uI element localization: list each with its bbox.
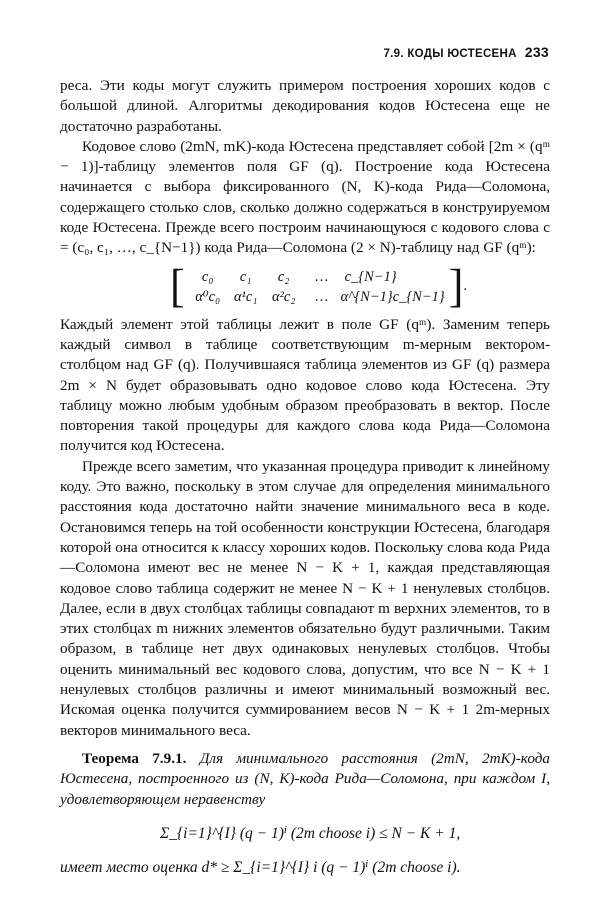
right-bracket: ] [448, 260, 464, 312]
theorem-conclusion: имеет место оценка d* ≥ Σ_{i=1}^{I} i (q − 1)ⁱ (2m choose i). [60, 858, 461, 876]
rs-matrix [60, 260, 550, 312]
matrix-cell: c₀ [201, 268, 214, 285]
matrix-cell: … [315, 268, 329, 285]
matrix-cell: c₂ [277, 268, 290, 285]
paragraph-2: Кодовое слово (2mN, mK)-кода Юстесена представляет собой [2m × (qᵐ − 1)]-таблицу элементов поля GF (q). Построение кода Юстесена начинается с выбора фиксированного (N, K)-кода Рида—Соломона, содержащего столько слов, сколько должно содержаться в конструируемом коде Юстесена. Прежде всего построим начинающуюся с кодового слова c = (c₀, c₁, …, c_{N−1}) кода Рида—Соломона (2 × N)-таблицу над GF (qᵐ): [60, 137, 550, 257]
matrix-cell: α²c₂ [271, 288, 296, 305]
matrix-cell: α¹c₁ [233, 288, 258, 305]
matrix-row-1 [189, 267, 445, 287]
left-bracket: [ [170, 260, 185, 312]
chapter-title: 7.9. КОДЫ ЮСТЕСЕНА [383, 48, 517, 60]
matrix-cell: … [315, 288, 329, 305]
matrix-cell: α^{N−1}c_{N−1} [340, 288, 445, 305]
matrix-rows [185, 267, 449, 307]
page-body [60, 76, 550, 880]
matrix-cell: c₁ [239, 268, 252, 285]
theorem-condition: Σ_{i=1}^{I} (q − 1)ⁱ (2m choose i) ≤ N − K + 1, [160, 824, 461, 842]
theorem-label: Теорема 7.9.1. [82, 749, 187, 767]
page-number: 233 [524, 44, 549, 60]
theorem-block [60, 749, 550, 880]
matrix-cell: α⁰c₀ [195, 288, 221, 305]
paragraph-3: Каждый элемент этой таблицы лежит в поле GF (qᵐ). Заменим теперь каждый символ в таблице соответствующим m-мерным вектором-столбцом над GF (q). Получившаяся таблица элементов из GF (q) размера 2m × N будет образовывать одно кодовое слово кода Юстесена. Эту таблицу можно любым удобным образом преобразовать в вектор. После повторения такой процедуры для каждого слова кода Рида—Соломона получится код Юстесена. [60, 315, 550, 455]
matrix-row-2 [189, 287, 445, 307]
paragraph-1: реса. Эти коды могут служить примером построения хороших кодов с большой длиной. Алгоритмы декодирования кодов Юстесена еще не достаточно разработаны. [60, 77, 550, 135]
matrix-period: . [463, 278, 467, 295]
theorem-text: Для минимального расстояния (2mN, 2mK)-кода Юстесена, построенного из (N, K)-кода Рида—Соломона, при каждом I, удовлетворяющем неравенству [60, 749, 550, 808]
matrix-cell: c_{N−1} [344, 268, 397, 285]
running-head [383, 44, 549, 60]
paragraph-4: Прежде всего заметим, что указанная процедура приводит к линейному коду. Это важно, поскольку в этом случае для определения минимального расстояния кода достаточно найти значение минимального веса в коде. Остановимся теперь на той особенности конструкции Юстесена, благодаря которой она относится к классу хороших кодов. Поскольку слова кода Рида—Соломона имеют вес не менее N − K + 1, каждая представляющая кодовое слово таблица содержит не менее N − K + 1 ненулевых столбцов. Далее, если в двух столбцах таблицы совпадают m верхних элементов, то в этих столбцах m нижних элементов обязательно будут различными. Таким образом, в таблице нет двух одинаковых ненулевых столбцов. Чтобы оценить минимальный вес кодового слова, допустим, что все N − K + 1 ненулевых столбцов различны и имеют минимальный возможный вес. Искомая оценка получится суммированием весов N − K + 1 2m-мерных векторов минимального веса. [60, 457, 550, 739]
